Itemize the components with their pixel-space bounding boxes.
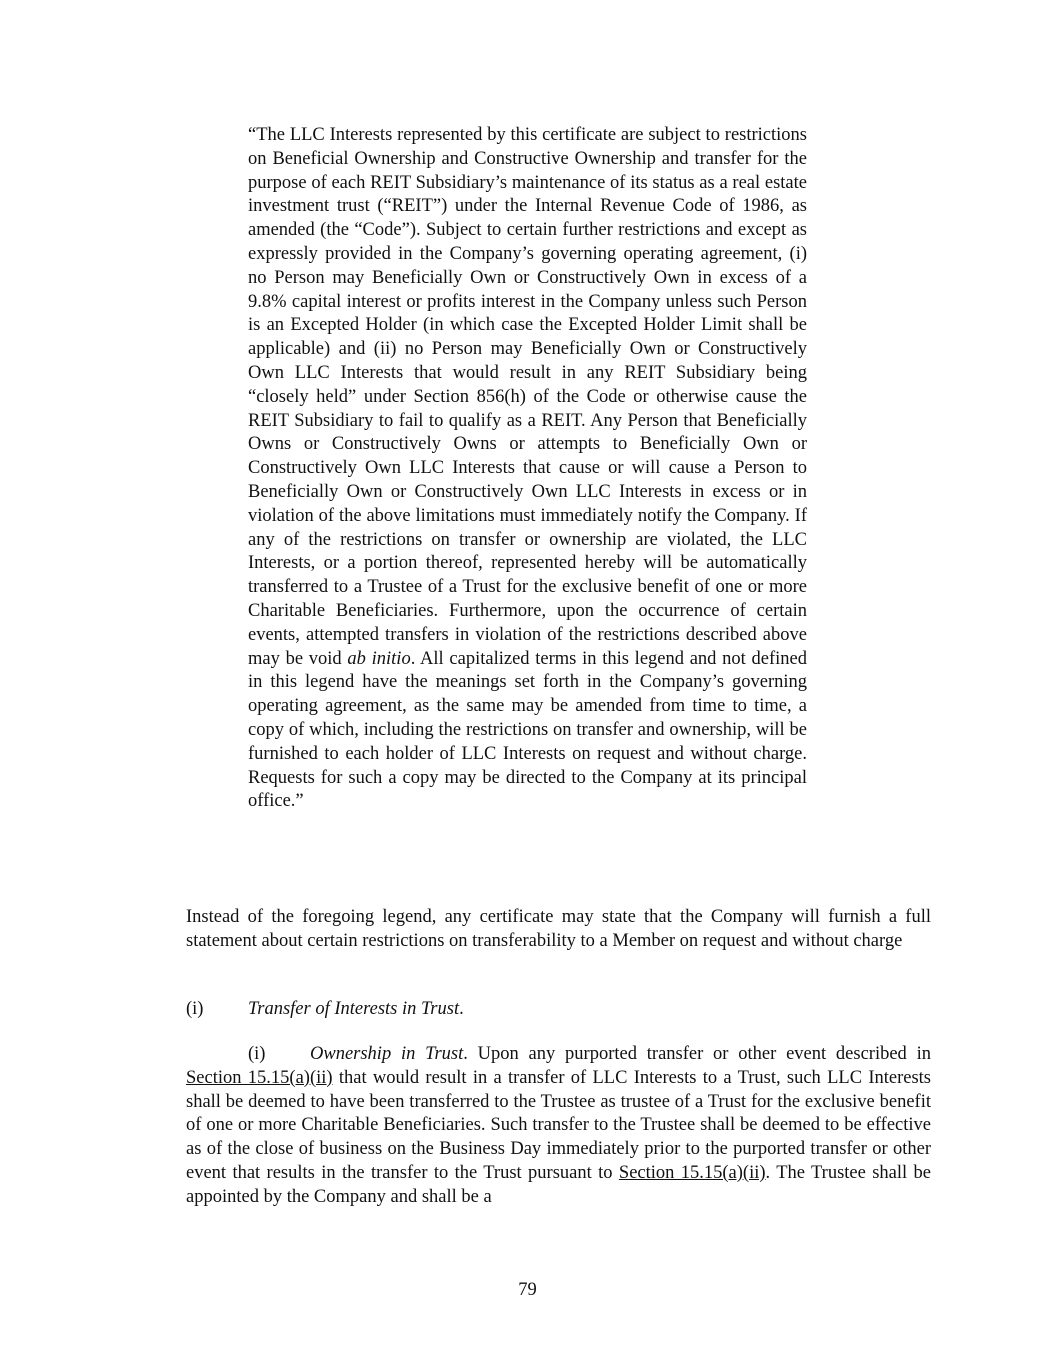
section-heading-transfer-in-trust — [186, 998, 931, 1022]
legend-text-part1: “The LLC Interests represented by this certificate are subject to restrictions on Beneficial Ownership and Constructive Ownership and transfer for the purpose of each REIT Subsidiary’s maintenance of its status as a real estate investment trust (“REIT”) under the Internal Revenue Code of 1986, as amended (the “Code”). Subject to certain further restrictions and except as expressly provided in the Company’s governing operating agreement, (i) no Person may Beneficially Own or Constructively Own in excess of a 9.8% capital interest or profits interest in the Company unless such Person is an Excepted Holder (in which case the Excepted Holder Limit shall be applicable) and (ii) no Person may Beneficially Own or Constructively Own LLC Interests that would result in any REIT Subsidiary being “closely held” under Section 856(h) of the Code or otherwise cause the REIT Subsidiary to fail to qualify as a REIT. Any Person that Beneficially Owns or Constructively Owns or attempts to Beneficially Own or Constructively Own LLC Interests that cause or will cause a Person to Beneficially Own or Constructively Own LLC Interests in excess or in violation of the above limitations must immediately notify the Company. If any of the restrictions on transfer or ownership are violated, the LLC Interests, or a portion thereof, represented hereby will be automatically transferred to a Trustee of a Trust for the exclusive benefit of one or more Charitable Beneficiaries. Furthermore, upon the occurrence of certain events, attempted transfers in violation of the restrictions described above may be void — [248, 125, 807, 669]
section-heading-number: (i) — [186, 999, 204, 1019]
legend-text-part2: . All capitalized terms in this legend and not defined in this legend have the meanings set forth in the Company’s governing operating agreement, as the same may be amended from time to time, a copy of which, including the restrictions on transfer and ownership, will be furnished to each holder of LLC Interests on request and without charge. Requests for such a copy may be directed to the Company at its principal office.” — [248, 648, 808, 812]
section-heading-title: Transfer of Interests in Trust — [248, 999, 460, 1019]
ownership-in-trust-paragraph — [186, 1043, 931, 1210]
section-reference-link-1[interactable]: Section 15.15(a)(ii) — [186, 1067, 333, 1088]
ownership-text-a: . Upon any purported transfer or other event described in — [463, 1044, 931, 1064]
ownership-title: Ownership in Trust — [310, 1044, 464, 1064]
instead-of-legend-paragraph: Instead of the foregoing legend, any certificate may state that the Company will furnish a full statement about certain restrictions on transferability to a Member on request and without charge — [186, 907, 931, 951]
ownership-number: (i) — [248, 1044, 266, 1064]
page-number: 79 — [518, 1280, 537, 1300]
certificate-legend-paragraph — [248, 124, 807, 814]
section-heading-punct: . — [459, 999, 464, 1019]
ownership-text-c: . The Trustee shall be appointed by the Company and shall be a — [186, 1162, 932, 1207]
section-reference-link-2[interactable]: Section 15.15(a)(ii) — [618, 1162, 766, 1183]
ownership-text-b: that would result in a transfer of LLC Interests to a Trust, such LLC Interests shall be deemed to have been transferred to the Trustee as trustee of a Trust for the exclusive benefit of one or more Charitable Beneficiaries. Such transfer to the Trustee shall be deemed to be effective as of the close of business on the Business Day immediately prior to the purported transfer or other event that results in the transfer to the Trust pursuant to — [186, 1067, 931, 1183]
legend-italic-term: ab initio — [347, 648, 411, 669]
